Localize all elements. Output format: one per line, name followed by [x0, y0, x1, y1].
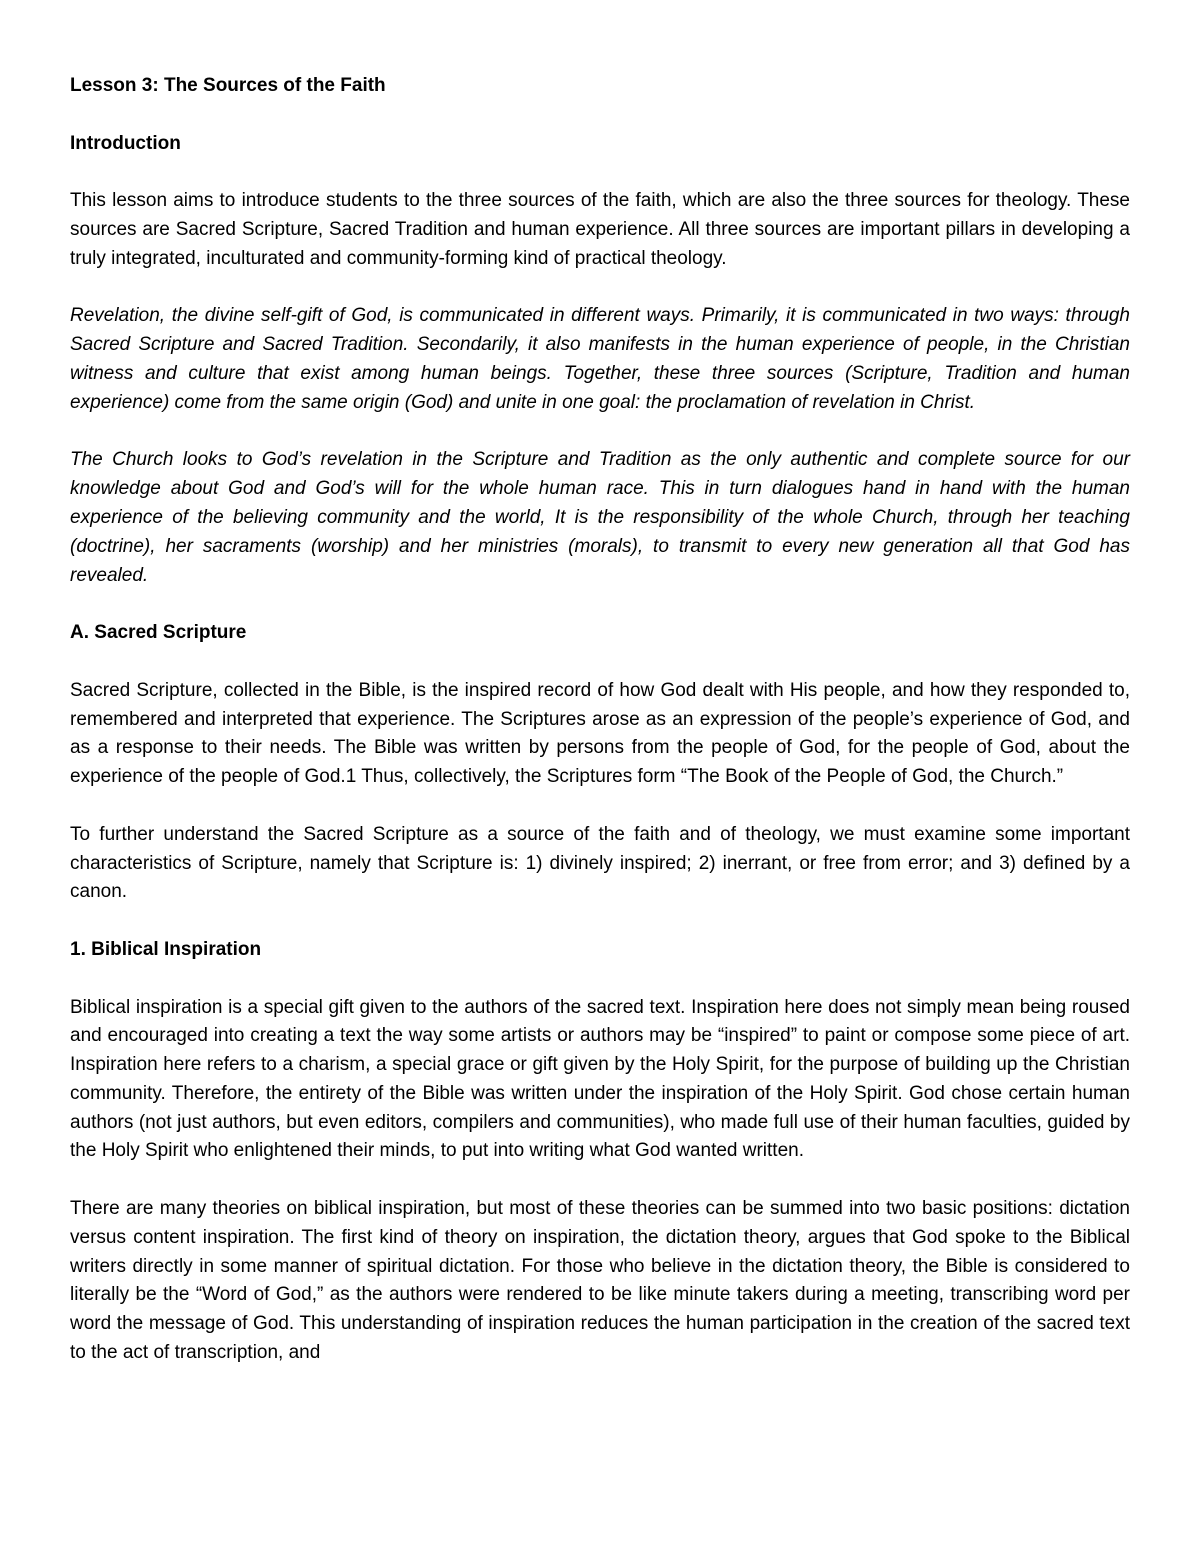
- section-a-paragraph-2: To further understand the Sacred Scripture as a source of the faith and of theology, we must examine some important characteristics of Scripture, namely that Scripture is: 1) divinely inspired; 2) inerrant, or free from error; and 3) defined by a canon.: [70, 823, 1130, 903]
- intro-paragraph-1: This lesson aims to introduce students to the three sources of the faith, which are also the three sources for theology. These sources are Sacred Scripture, Sacred Tradition and human experience. All three sources are important pillars in developing a truly integrated, inculturated and community-forming kind of practical theology.: [70, 190, 1130, 269]
- introduction-heading: Introduction: [70, 132, 181, 154]
- lesson-title: Lesson 3: The Sources of the Faith: [70, 75, 386, 96]
- intro-paragraph-church: The Church looks to God’s revelation in the Scripture and Tradition as the only authentic and complete source for our knowledge about God and God’s will for the whole human race. This in turn dialogues hand in hand with the human experience of the believing community and the world, It is the responsibility of the whole Church, through her teaching (doctrine), her sacraments (worship) and her ministries (morals), to transmit to every new generation all that God has revealed.: [70, 449, 1130, 586]
- subsection-1-paragraph-2: There are many theories on biblical inspiration, but most of these theories can be summed into two basic positions: dictation versus content inspiration. The first kind of theory on inspiration, the dictation theory, argues that God spoke to the Biblical writers directly in some manner of spiritual dictation. For those who believe in the dictation theory, the Bible is considered to literally be the “Word of God,” as the authors were rendered to be like minute takers during a meeting, transcribing word per word the message of God. This understanding of inspiration reduces the human participation in the creation of the sacred text to the act of transcription, and: [70, 1198, 1130, 1364]
- section-a-paragraph-1: Sacred Scripture, collected in the Bible, is the inspired record of how God dealt with His people, and how they responded to, remembered and interpreted that experience. The Scriptures arose as an expression of the people’s experience of God, and as a response to their needs. The Bible was written by persons from the people of God, for the people of God, about the experience of the people of God.1 Thus, collectively, the Scriptures form “The Book of the People of God, the Church.”: [70, 679, 1130, 788]
- section-a-heading: A. Sacred Scripture: [70, 622, 247, 644]
- intro-paragraph-revelation: Revelation, the divine self-gift of God, is communicated in different ways. Primarily, it is communicated in two ways: through Sacred Scripture and Sacred Tradition. Secondarily, it also manifests in the human experience of people, in the Christian witness and culture that exist among human beings. Together, these three sources (Scripture, Tradition and human experience) come from the same origin (God) and unite in one goal: the proclamation of revelation in Christ.: [70, 305, 1130, 413]
- document-page: [70, 72, 1130, 1397]
- subsection-1-paragraph-1: Biblical inspiration is a special gift given to the authors of the sacred text. Inspiration here does not simply mean being roused and encouraged into creating a text the way some artists or authors may be “inspired” to paint or compose some piece of art. Inspiration here refers to a charism, a special grace or gift given by the Holy Spirit, for the purpose of building up the Christian community. Therefore, the entirety of the Bible was written under the inspiration of the Holy Spirit. God chose certain human authors (not just authors, but even editors, compilers and communities), who made full use of their human faculties, guided by the Holy Spirit who enlightened their minds, to put into writing what God wanted written.: [70, 996, 1130, 1162]
- subsection-1-heading: 1. Biblical Inspiration: [70, 938, 262, 960]
